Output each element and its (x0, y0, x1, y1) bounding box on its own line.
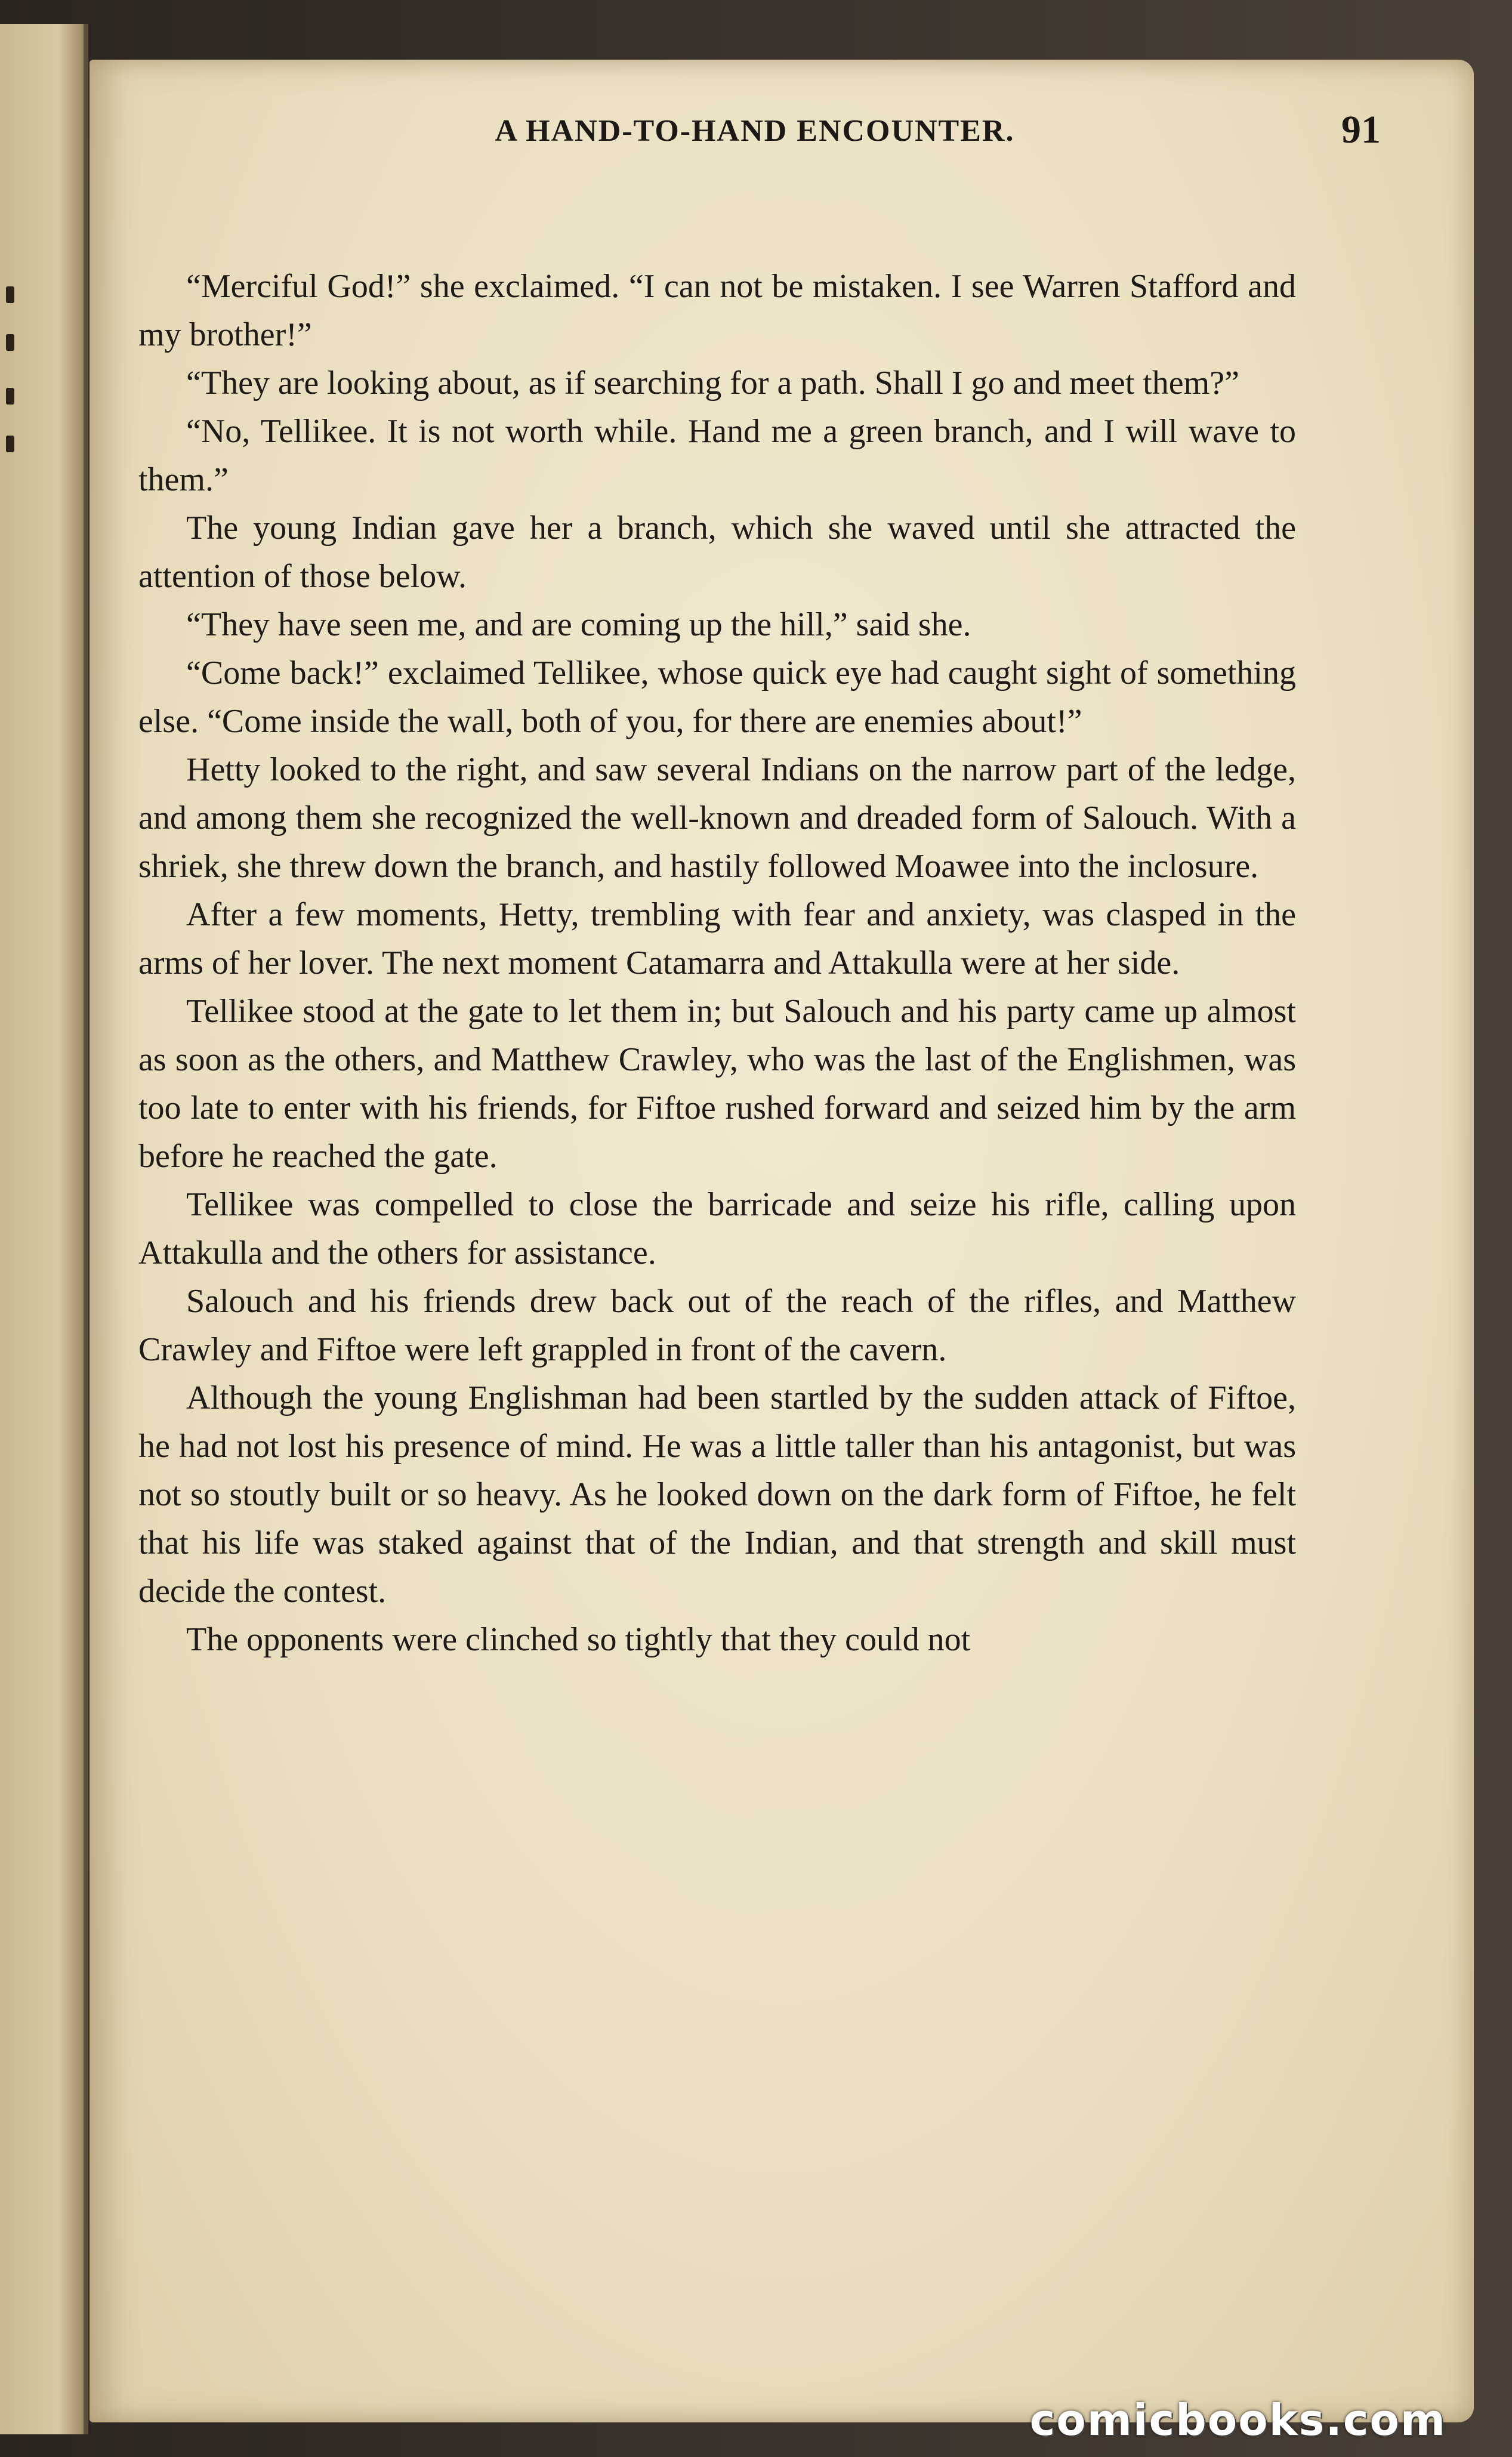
watermark: comicbooks.com (1029, 2395, 1446, 2445)
paragraph: Tellikee was compelled to close the barricade and seize his rifle, calling upon Attakulla and the others for assistance. (138, 1186, 1296, 1271)
facing-page-mark (6, 286, 14, 303)
paragraph: “Merciful God!” she exclaimed. “I can not be mistaken. I see Warren Stafford and my brother!” (138, 268, 1296, 353)
paragraph: “No, Tellikee. It is not worth while. Hand me a green branch, and I will wave to them.” (138, 413, 1296, 498)
facing-page-mark (6, 436, 14, 452)
paragraph: The young Indian gave her a branch, which she waved until she attracted the attention of those below. (138, 510, 1296, 595)
paragraph: Salouch and his friends drew back out of the reach of the rifles, and Matthew Crawley and Fiftoe were left grappled in front of the cavern. (138, 1283, 1296, 1368)
facing-page-edge (0, 24, 88, 2434)
facing-page-mark (6, 388, 14, 405)
paragraph: The opponents were clinched so tightly that they could not (186, 1621, 971, 1658)
paragraph: “They are looking about, as if searching for a path. Shall I go and meet them?” (186, 365, 1239, 402)
facing-page-mark (6, 334, 14, 351)
page-number: 91 (1341, 108, 1381, 152)
page-body (138, 263, 1296, 1664)
running-title: A HAND-TO-HAND ENCOUNTER. (495, 114, 1015, 148)
paragraph: Although the young Englishman had been startled by the sudden attack of Fiftoe, he had not lost his presence of mind. He was a little taller than his antagonist, but was not so stoutly built or so heavy. As he looked down on the dark form of Fiftoe, he felt that his life was staked against that of the Indian, and that strength and skill must decide the contest. (138, 1379, 1296, 1610)
paragraph: After a few moments, Hetty, trembling with fear and anxiety, was clasped in the arms of her lover. The next moment Catamarra and Attakulla were at her side. (138, 896, 1296, 981)
paragraph: Hetty looked to the right, and saw several Indians on the narrow part of the ledge, and among them she recognized the well-known and dreaded form of Salouch. With a shriek, she threw down the branch, and hastily followed Moawee into the inclosure. (138, 751, 1296, 885)
paragraph: “They have seen me, and are coming up the hill,” said she. (186, 606, 971, 643)
paragraph: Tellikee stood at the gate to let them in; but Salouch and his party came up almost as soon as the others, and Matthew Crawley, who was the last of the Englishmen, was too late to enter with his friends, for Fiftoe rushed forward and seized him by the arm before he reached the gate. (138, 993, 1296, 1175)
paragraph: “Come back!” exclaimed Tellikee, whose quick eye had caught sight of something else. “Come inside the wall, both of you, for there are enemies about!” (138, 655, 1296, 740)
